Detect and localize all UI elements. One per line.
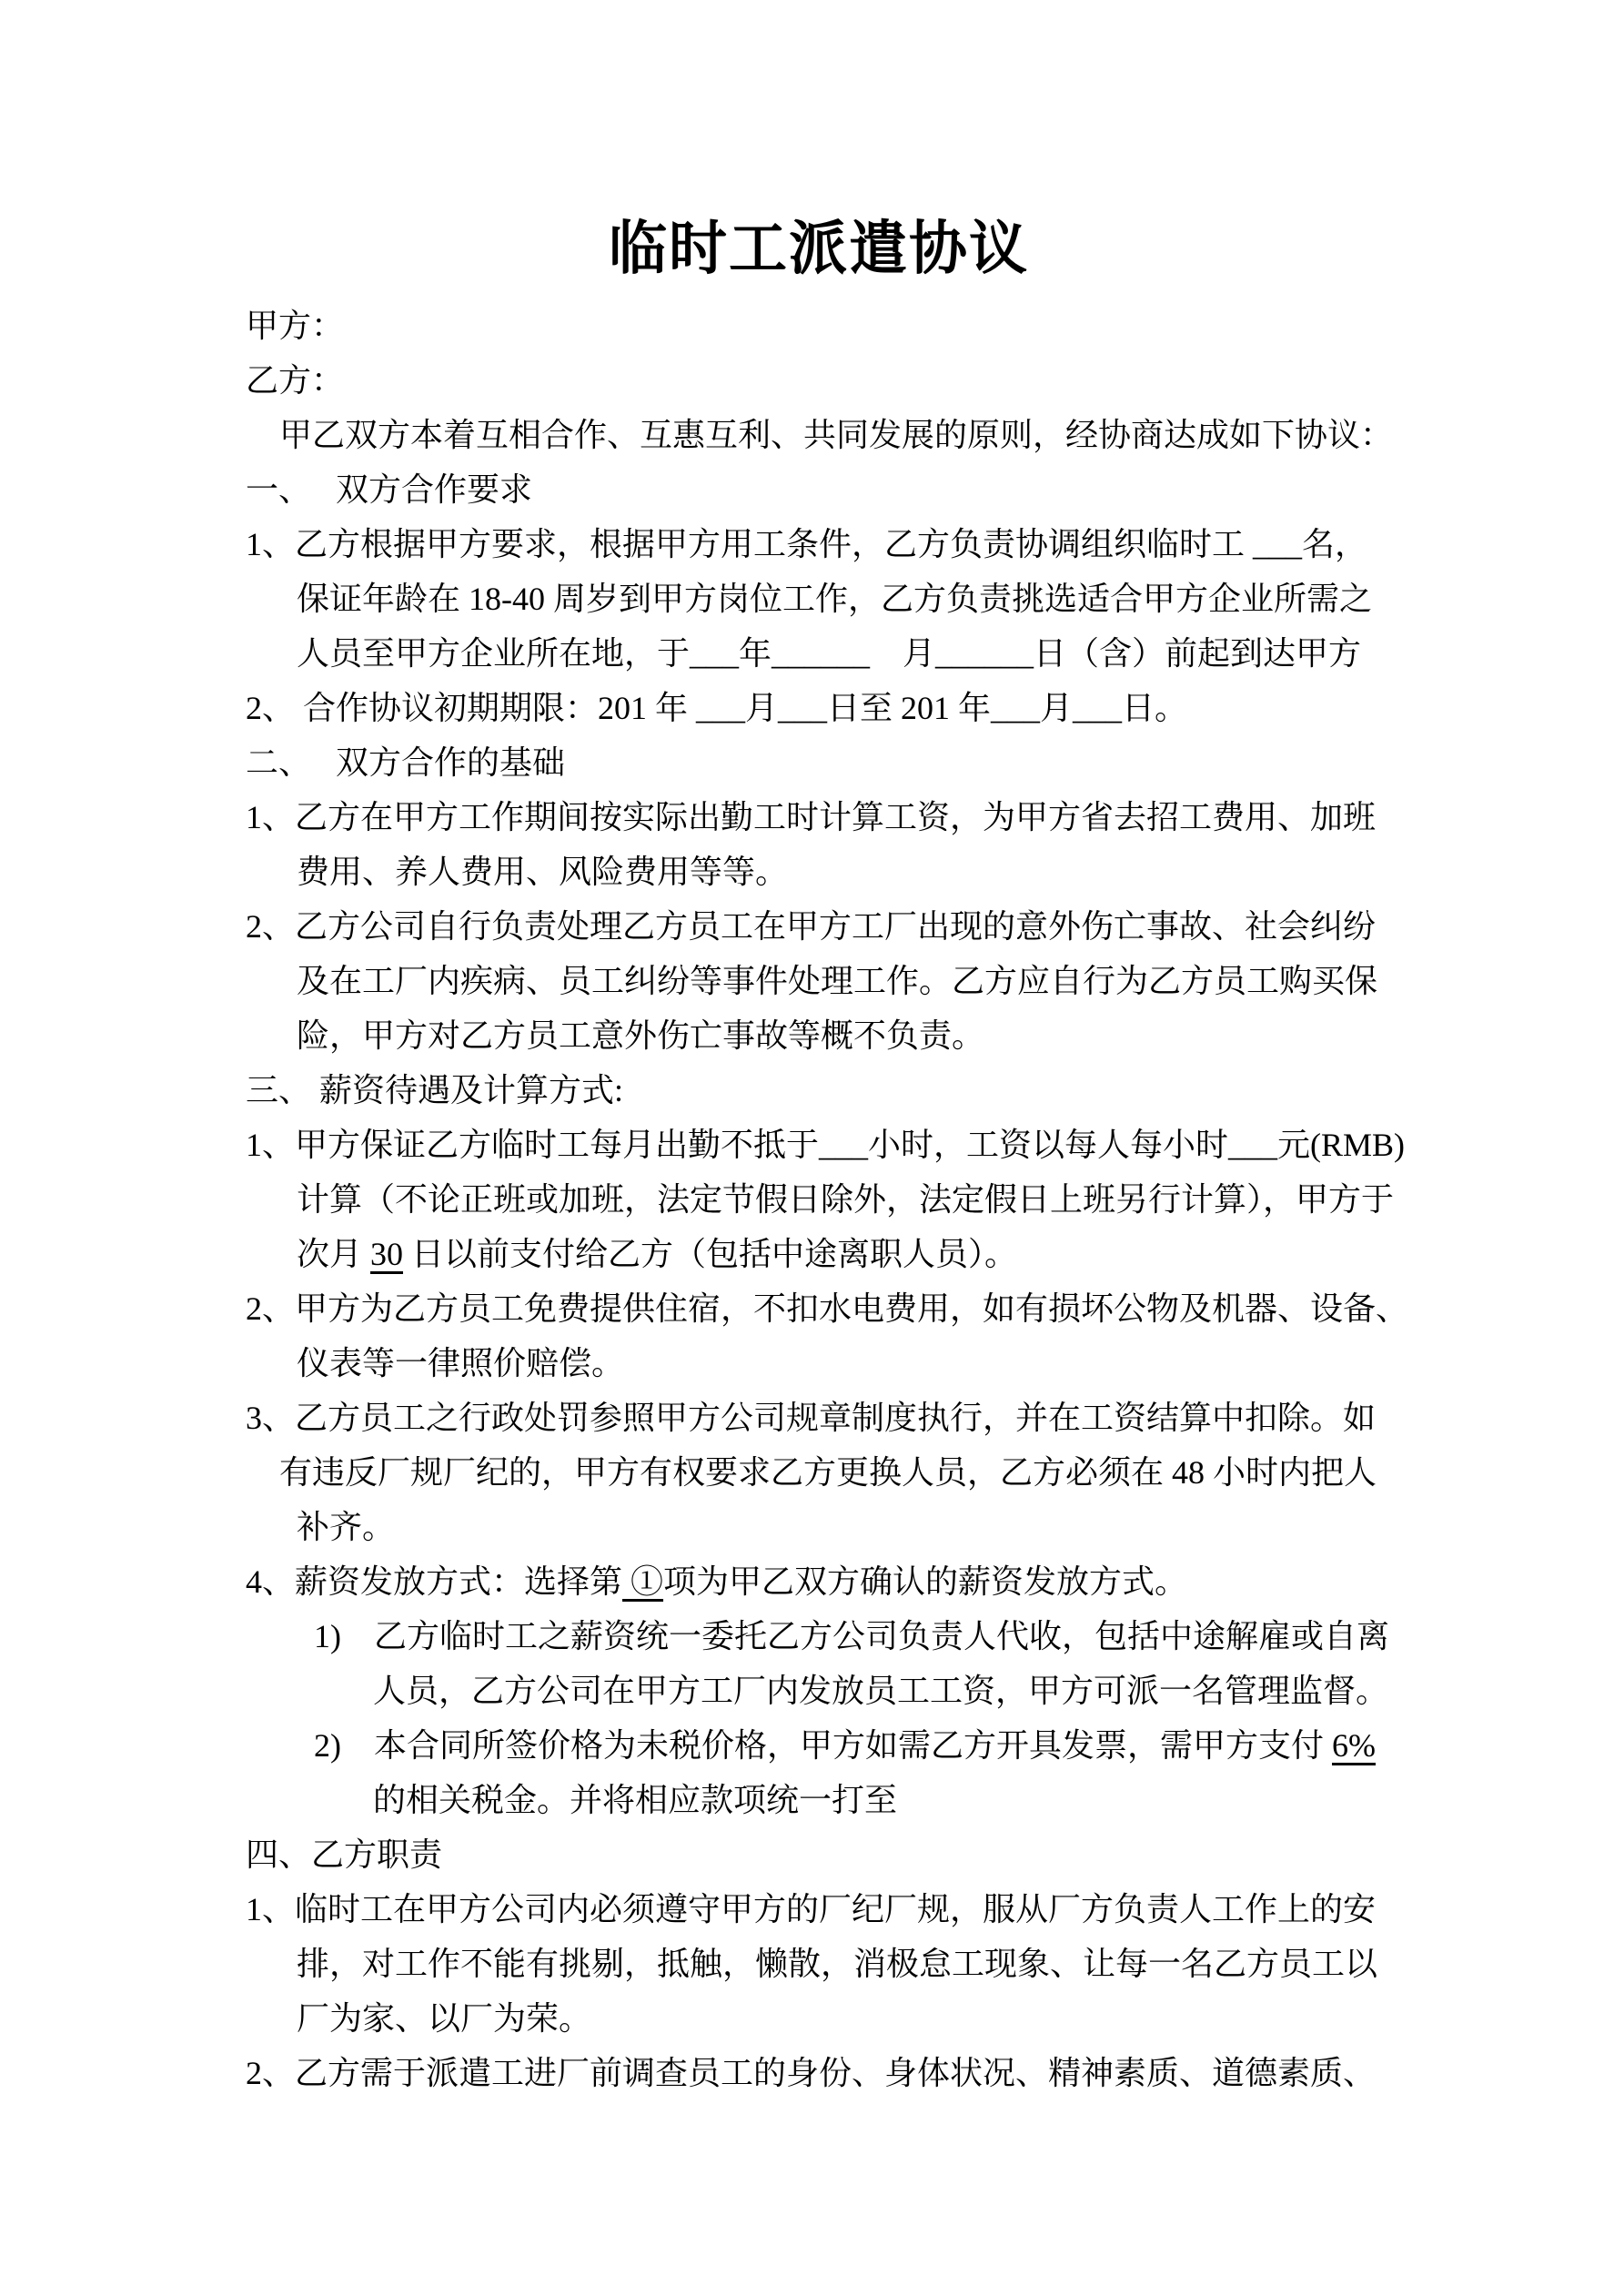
text-segment: 仪表等一律照价赔偿。	[297, 1345, 625, 1381]
document-body	[246, 298, 1409, 2100]
text-line	[246, 626, 1392, 681]
text-segment: 乙方：	[246, 362, 345, 399]
text-line	[246, 1336, 1392, 1391]
text-line	[246, 571, 1392, 626]
text-line	[246, 1718, 1392, 1773]
text-segment: 险，甲方对乙方员工意外伤亡事故等概不负责。	[297, 1017, 985, 1054]
text-line	[246, 1609, 1392, 1664]
text-line	[246, 1664, 1392, 1718]
text-segment: 排，对工作不能有挑剔，抵触，懒散，消极怠工现象、让每一名乙方员工以	[297, 1946, 1378, 1982]
text-line	[246, 1827, 1392, 1882]
text-segment: 1、临时工在甲方公司内必须遵守甲方的厂纪厂规，服从厂方负责人工作上的安	[246, 1891, 1377, 1927]
text-segment: 2) 本合同所签价格为未税价格，甲方如需乙方开具发票，需甲方支付	[314, 1727, 1332, 1764]
text-segment: 1) 乙方临时工之薪资统一委托乙方公司负责人代收，包括中途解雇或自离	[314, 1618, 1389, 1654]
text-line	[246, 1391, 1392, 1445]
text-line	[246, 1500, 1392, 1554]
text-line	[246, 954, 1392, 1008]
text-segment: 2、 合作协议初期期限：201 年 ___月___日至 201 年___月___日。	[246, 690, 1188, 726]
text-segment: 人员至甲方企业所在地，于___年______ 月______日（含）前起到达甲方	[297, 635, 1362, 672]
text-line	[246, 899, 1392, 954]
text-segment: 二、 双方合作的基础	[246, 744, 566, 781]
text-line	[246, 517, 1392, 571]
text-segment: 甲乙双方本着互相合作、互惠互利、共同发展的原则，经协商达成如下协议：	[279, 417, 1394, 453]
text-line	[246, 1063, 1392, 1118]
text-line	[246, 790, 1392, 845]
text-segment: 2、甲方为乙方员工免费提供住宿，不扣水电费用，如有损坏公物及机器、设备、	[246, 1290, 1409, 1327]
text-segment: 保证年龄在 18-40 周岁到甲方岗位工作，乙方负责挑选适合甲方企业所需之	[297, 581, 1372, 617]
text-segment: 一、 双方合作要求	[246, 471, 533, 508]
text-line	[246, 1008, 1392, 1063]
text-segment: 三、 薪资待遇及计算方式:	[246, 1072, 624, 1108]
text-line	[246, 1281, 1409, 1336]
text-segment: 甲方：	[246, 308, 345, 344]
text-segment: 次月	[297, 1236, 371, 1272]
text-segment: 四、乙方职责	[246, 1836, 443, 1873]
text-segment: 有违反厂规厂纪的，甲方有权要求乙方更换人员，乙方必须在 48 小时内把人	[279, 1454, 1377, 1491]
text-segment: 人员，乙方公司在甲方工厂内发放员工工资，甲方可派一名管理监督。	[373, 1673, 1389, 1709]
text-line	[246, 408, 1392, 462]
text-line	[246, 1554, 1392, 1609]
text-segment: 费用、养人费用、风险费用等等。	[297, 854, 789, 890]
text-segment: 补齐。	[297, 1509, 396, 1545]
text-line	[246, 1991, 1392, 2046]
text-segment: 计算（不论正班或加班，法定节假日除外，法定假日上班另行计算），甲方于	[297, 1181, 1395, 1218]
text-segment: 的相关税金。并将相应款项统一打至	[373, 1782, 898, 1818]
text-segment: 4、薪资发放方式：选择第	[246, 1563, 623, 1600]
text-segment: 及在工厂内疾病、员工纠纷等事件处理工作。乙方应自行为乙方员工购买保	[297, 963, 1378, 999]
text-segment: 2、乙方需于派遣工进厂前调查员工的身份、身体状况、精神素质、道德素质、	[246, 2055, 1377, 2091]
text-segment: 1、乙方根据甲方要求，根据甲方用工条件，乙方负责协调组织临时工 ___名，	[246, 526, 1368, 562]
text-line	[246, 1882, 1392, 1937]
text-line	[246, 1118, 1406, 1172]
text-segment: 厂为家、以厂为荣。	[297, 2000, 592, 2037]
text-line	[246, 2046, 1392, 2100]
text-segment: 项为甲乙双方确认的薪资发放方式。	[663, 1563, 1188, 1600]
text-segment: 日以前支付给乙方（包括中途离职人员）。	[403, 1236, 1018, 1272]
text-line	[246, 1773, 1392, 1827]
underlined-value: ①	[622, 1563, 664, 1600]
text-segment: 1、甲方保证乙方临时工每月出勤不抵于___小时，工资以每人每小时___元(RMB)	[246, 1127, 1406, 1163]
text-segment: 3、乙方员工之行政处罚参照甲方公司规章制度执行，并在工资结算中扣除。如	[246, 1400, 1377, 1436]
text-line	[246, 1172, 1395, 1227]
document-title: 临时工派遣协议	[609, 217, 1029, 281]
text-line	[246, 1227, 1392, 1281]
text-line	[246, 735, 1392, 790]
text-line	[246, 462, 1392, 517]
text-line	[246, 1445, 1392, 1500]
text-line	[246, 298, 1392, 353]
text-segment: 2、乙方公司自行负责处理乙方员工在甲方工厂出现的意外伤亡事故、社会纠纷	[246, 908, 1377, 945]
underlined-value: 6%	[1332, 1727, 1376, 1764]
text-segment: 1、乙方在甲方工作期间按实际出勤工时计算工资，为甲方省去招工费用、加班	[246, 799, 1377, 835]
text-line	[246, 1937, 1392, 1991]
underlined-value: 30	[370, 1236, 404, 1272]
text-line	[246, 681, 1392, 735]
text-line	[246, 353, 1392, 408]
text-line	[246, 845, 1392, 899]
